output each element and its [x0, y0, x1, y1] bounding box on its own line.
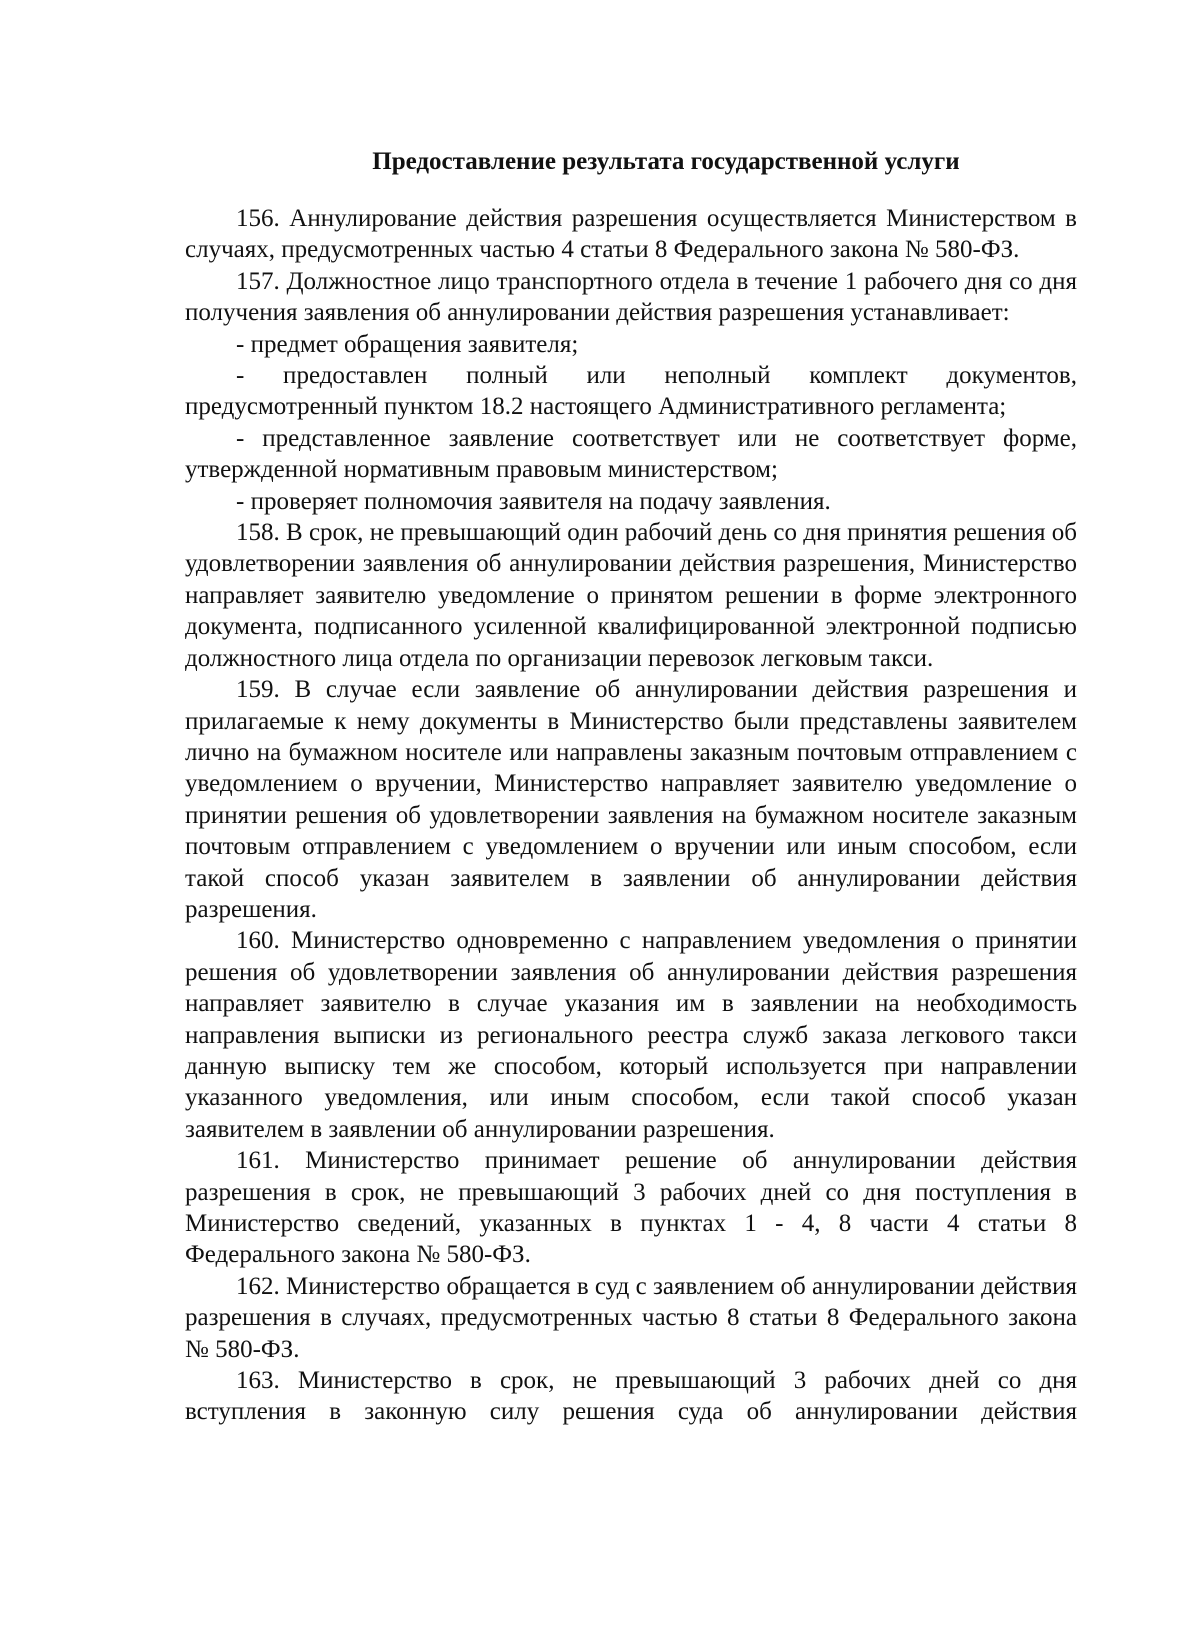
document-body	[185, 203, 1077, 1428]
paragraph-163: 163. Министерство в срок, не превышающий 3 рабочих дней со дня вступления в законную силу решения суда об аннулировании действия	[185, 1367, 1077, 1426]
list-item-authority-check: - проверяет полномочия заявителя на подачу заявления.	[236, 487, 831, 515]
paragraph-161: 161. Министерство принимает решение об аннулировании действия разрешения в срок, не превышающий 3 рабочих дней со дня поступления в Министерство сведений, указанных в пунктах 1 - 4, 8 части 4 статьи 8 Федерального закона № 580-ФЗ.	[185, 1147, 1077, 1269]
paragraph-156: 156. Аннулирование действия разрешения осуществляется Министерством в случаях, предусмотренных частью 4 статьи 8 Федерального закона № 580-ФЗ.	[185, 205, 1077, 264]
paragraph-162: 162. Министерство обращается в суд с заявлением об аннулировании действия разрешения в случаях, предусмотренных частью 8 статьи 8 Федерального закона № 580-ФЗ.	[185, 1272, 1077, 1363]
section-heading: Предоставление результата государственной услуги	[372, 148, 960, 175]
list-item-subject: - предмет обращения заявителя;	[236, 330, 579, 358]
paragraph-159: 159. В случае если заявление об аннулировании действия разрешения и прилагаемые к нему документы в Министерство были представлены заявителем лично на бумажном носителе или направлены заказным почтовым отправлением с уведомлением о вручении, Министерство направляет заявителю уведомление о принятии решения об удовлетворении заявления на бумажном носителе заказным почтовым отправлением с уведомлением о вручении или иным способом, если такой способ указан заявителем в заявлении об аннулировании действия разрешения.	[185, 676, 1077, 923]
paragraph-157: 157. Должностное лицо транспортного отдела в течение 1 рабочего дня со дня получения заявления об аннулировании действия разрешения устанавливает:	[185, 267, 1077, 327]
list-item-documents: - предоставлен полный или неполный комплект документов, предусмотренный пунктом 18.2 настоящего Административного регламента;	[185, 362, 1077, 421]
paragraph-158: 158. В срок, не превышающий один рабочий день со дня принятия решения об удовлетворении заявления об аннулировании действия разрешения, Министерство направляет заявителю уведомление о принятом решении в форме электронного документа, подписанного усиленной квалифицированной электронной подписью должностного лица отдела по организации перевозок легковым такси.	[185, 519, 1077, 672]
paragraph-160: 160. Министерство одновременно с направлением уведомления о принятии решения об удовлетворении заявления об аннулировании действия разрешения направляет заявителю в случае указания им в заявлении на необходимость направления выписки из регионального реестра служб заказа легкового такси данную выписку тем же способом, который используется при направлении указанного уведомления, или иным способом, если такой способ указан заявителем в заявлении об аннулировании разрешения.	[185, 927, 1077, 1143]
list-item-form-compliance: - представленное заявление соответствует или не соответствует форме, утвержденной нормативным правовым министерством;	[185, 424, 1077, 484]
